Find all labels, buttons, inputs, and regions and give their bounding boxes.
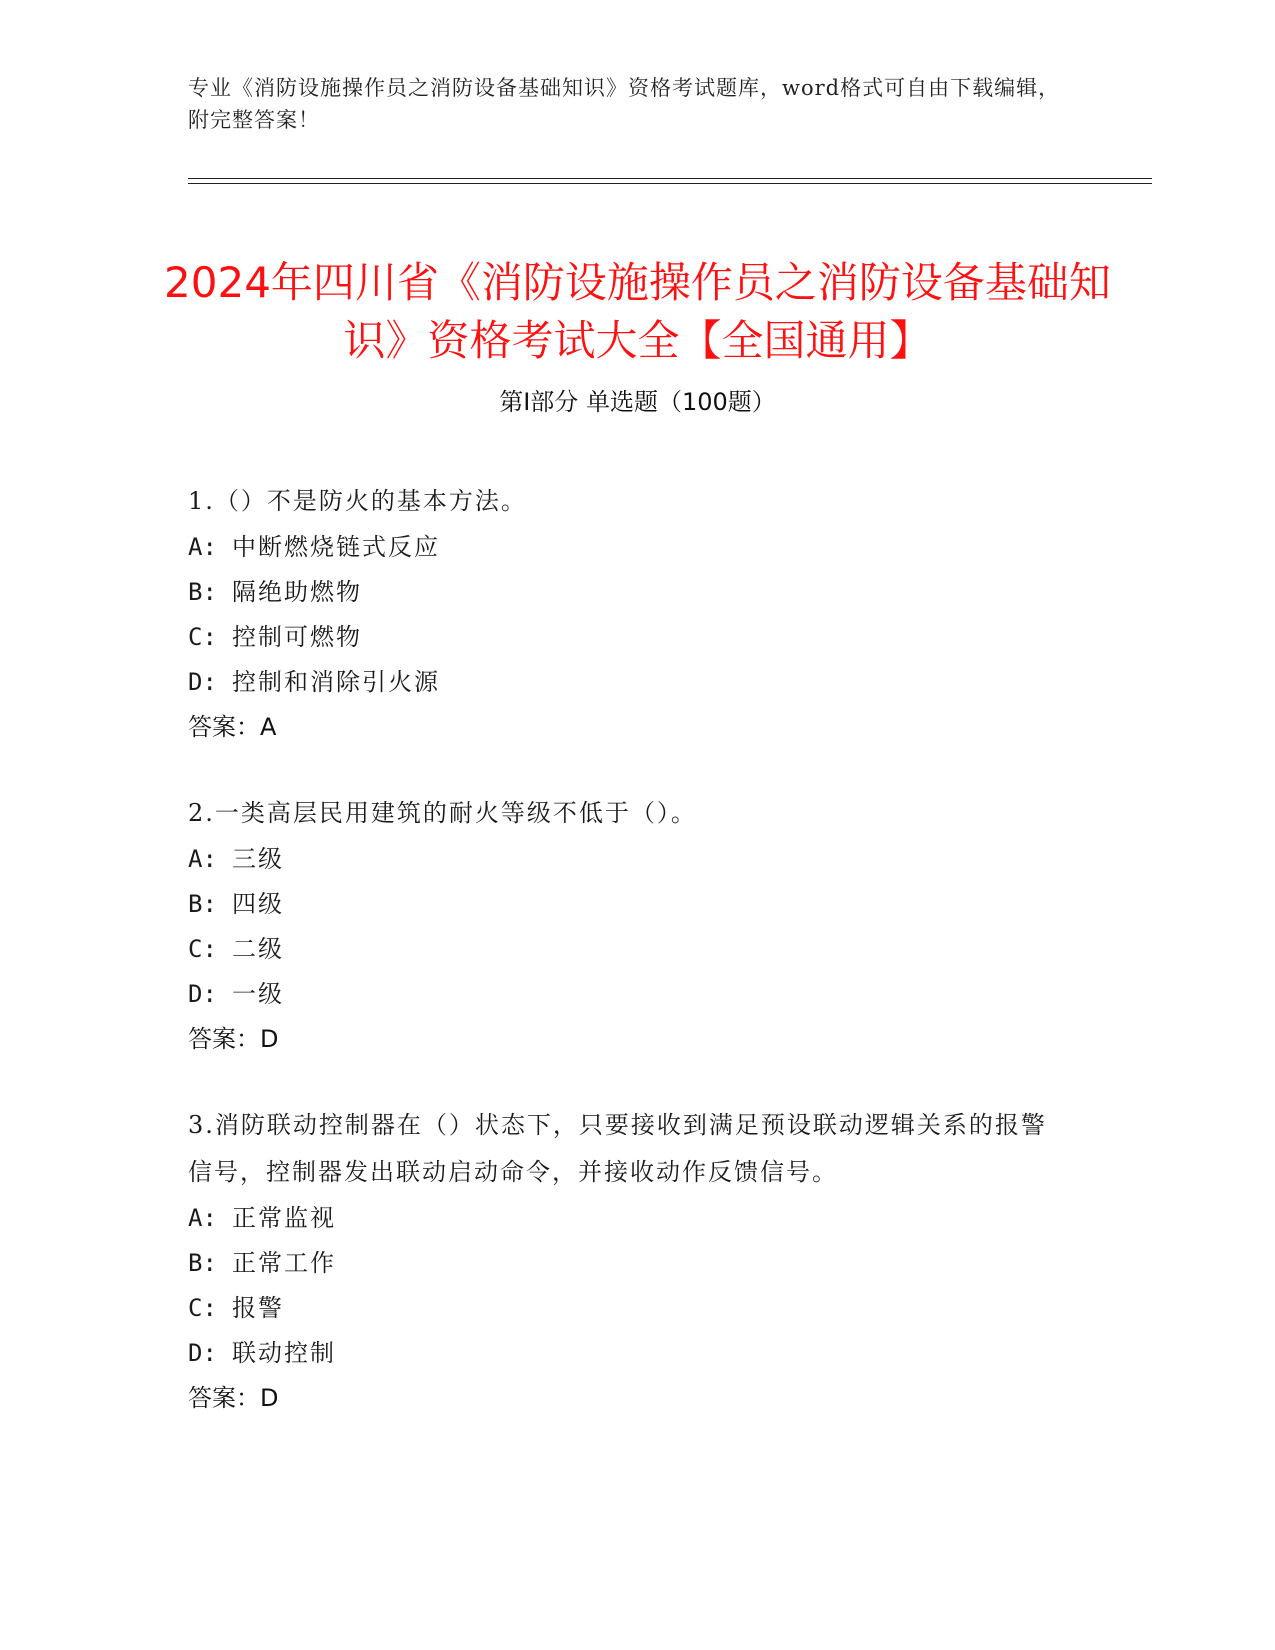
option-b [188,1241,1068,1286]
option-letter: C: [188,1294,217,1322]
answer: 答案：A [188,713,277,741]
option-letter: D: [188,1339,217,1367]
option-letter: B: [188,1249,217,1277]
option-text: 报警 [232,1294,284,1322]
section-title: 第Ⅰ部分 单选题（100题） [499,388,776,416]
document-title: 2024年四川省《消防设施操作员之消防设备基础知识》资格考试大全【全国通用】 [164,258,1111,366]
option-letter: B: [188,890,217,918]
option-letter: A: [188,845,217,873]
option-c [188,927,1068,972]
header-rule-top [188,178,1152,179]
option-text: 四级 [232,890,284,918]
option-c [188,615,1068,660]
answer: 答案：D [188,1384,279,1412]
question-3 [188,1102,1068,1421]
option-letter: C: [188,623,217,651]
option-text: 隔绝助燃物 [232,578,362,606]
option-text: 联动控制 [232,1339,336,1367]
question-text: 2.一类高层民用建筑的耐火等级不低于（）。 [188,799,697,827]
option-text: 正常监视 [232,1204,336,1232]
option-letter: D: [188,668,217,696]
option-text: 三级 [232,845,284,873]
option-letter: C: [188,935,217,963]
option-text: 一级 [232,980,284,1008]
question-list [188,478,1068,1461]
option-a [188,525,1068,570]
option-text: 控制和消除引火源 [232,668,440,696]
question-1 [188,478,1068,750]
option-d [188,660,1068,705]
option-letter: A: [188,1204,217,1232]
option-text: 控制可燃物 [232,623,362,651]
option-text: 中断燃烧链式反应 [232,533,440,561]
option-a [188,837,1068,882]
option-letter: A: [188,533,217,561]
option-c [188,1286,1068,1331]
answer: 答案：D [188,1025,279,1053]
question-text: 3.消防联动控制器在（）状态下，只要接收到满足预设联动逻辑关系的报警信号，控制器发出联动启动命令，并接收动作反馈信号。 [188,1111,1047,1186]
option-d [188,1331,1068,1376]
option-letter: B: [188,578,217,606]
question-2 [188,790,1068,1062]
option-b [188,570,1068,615]
option-letter: D: [188,980,217,1008]
question-text: 1.（）不是防火的基本方法。 [188,487,527,515]
option-text: 正常工作 [232,1249,336,1277]
header-rule-bottom [188,183,1152,184]
option-b [188,882,1068,927]
header-note: 专业《消防设施操作员之消防设备基础知识》资格考试题库，word格式可自由下载编辑，附完整答案！ [188,76,1061,132]
option-d [188,972,1068,1017]
option-a [188,1196,1068,1241]
option-text: 二级 [232,935,284,963]
